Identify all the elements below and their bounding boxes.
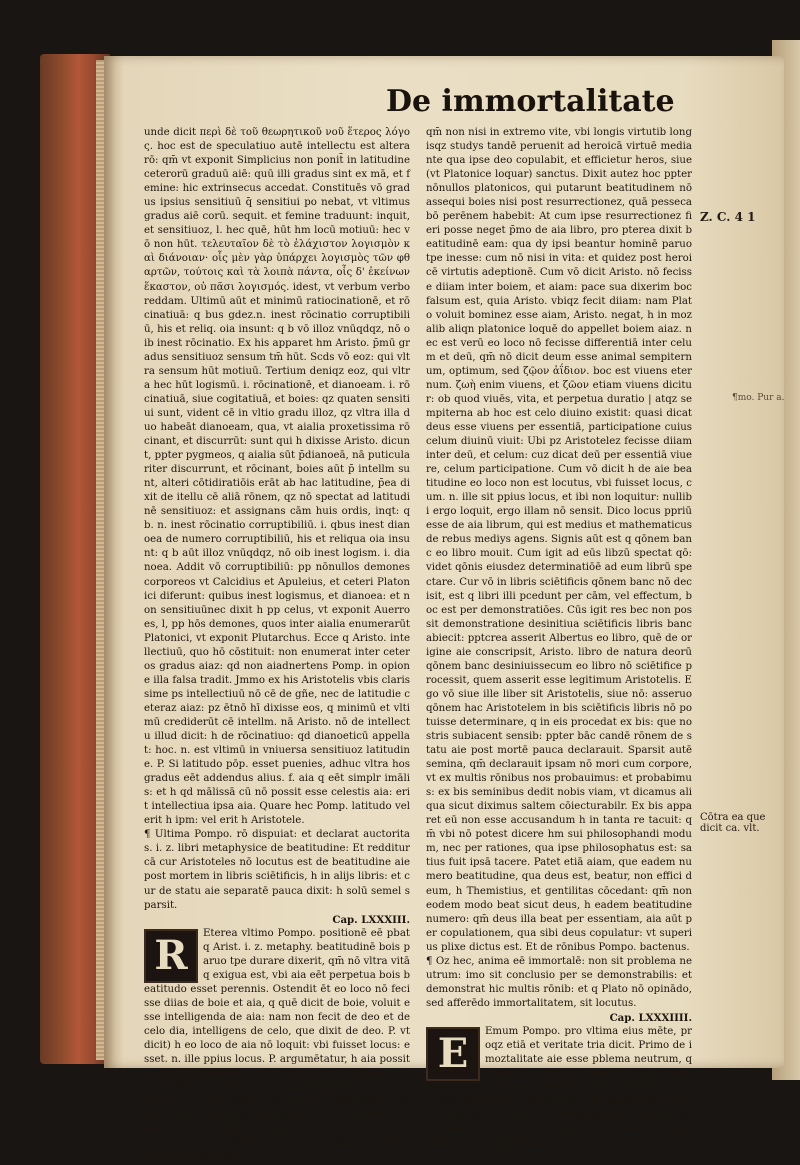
margin-faint-note: ¶mo. Pur a. <box>732 393 785 403</box>
margin-note-contra: Cōtra ea que dicit ca. vlt. <box>700 812 766 834</box>
right-paragraph-2: ¶ Oz hec, anima eē immortalē: non sit problema neutrum: imo sit conclusio per se demonstrabilis: et demonstrat hic multis rōnib: et q Plato nō opinādo, sed afferēdo immortalitatem, sit locutus. <box>426 955 692 1009</box>
left-paragraph-3-text: Eterea vltimo Pompo. positionē eē pbat q Arist. i. z. metaphy. beatitudinē bois paruo tpe durare dixerit, qm̄ nō vltra vitā q exigua est, vbi aia eēt perpetua bois beatitudo esset perennis. Ostendit ēt eo loco nō fecisse diias de boie et aia, q quē dicit de boie, voluit esse intelligenda de aia: nam non fecit de deo et de celo dia, intelligens de celo, que dixit de deo. P. vt dicit) h eo loco de aia nō loquit: vbi fuisset locus: esset. n. ille ppius locus. P. argumētatur, h aia possit ea beatitudie effici beata, qua deus est, efficeret deus. Demum in tanta re, cum nihil dixerit, esset accusandus. Sed h supius hec fuerunt perpulchre declarant: ēt h breuibus repetamus: p̄mo q Aristo. z. li. metaphysice loquit de boie, qui aia cōstat, et corpore, hunc. n. ea beatitudine, qua dy beant, asserit paruo tpe esse beatū <box>144 927 410 1164</box>
left-paragraph-1: unde dicit περὶ δὲ τοῦ θεωρητικοῦ νοῦ ἕτερος λόγος. hoc est de speculatiuo autē intellectu est altera rō: qm̄ vt exponit Simplicius non ponit̄ in latitudine ceterorū graduū aiē: quū illi gradus sint ex mā, et femine: hic extrinsecus accedat. Constituēs vō gradus ipsius sensitiuū q̄ sensitiui po nebat, vt vltimus gradus aiē corū. sequit. et femine traduunt: inquit, et sensitiuoz, l. hec quē, hūt hm locū motiuū: hec vō non hūt. τελευταῖον δὲ τὸ ἐλάχιστον λογισμὸν καὶ διάνοιαν· οἷς μὲν γὰρ ὑπάρχει λογισμὸς τῶν φθαρτῶν, τούτοις καὶ τὰ λοιπὰ πάντα, οἷς δ' ἐκείνων ἕκαστον, οὐ πᾶσι λογισμός. idest, vt verbum verbo reddam. Ultimū aūt et minimū ratiocinationē, et rōcinatiuā: q bus gdez.n. inest rōcinatio corruptibiliū, his et reliq. oia insunt: q b vō illoz vnūqdqz, nō oib inest rōcinatio. Ex his apparet hm Aristo. p̄mū gradus sensitiuoz sensum tm̄ hūt. Scds vō eoz: qui vltra sensum hūt motiuū. Tertium deniqz eoz, qui vltra hec hūt logismū. i. rōcinationē, et dianoeam. i. rōcinatiuā, siue cogitatiuā, et boies: qz quaten sensitiui sunt, vident cē in vltio gradu illoz, qz vltra illa duo habeāt dianoeam, qua, vt aialia proxetissima rōcinant, et discurrūt: sunt qui h dixisse Aristo. dicunt, ppter pygmeos, q aialia sūt p̄dianoeā, nā puticulariter discurrunt, et rōcinant, boies aūt p̄ intellm sunt, alteri cōtidiratiōis erāt ab hac latitudine, p̄ea dixit de itellu cē aliā rōnem, qz nō spectat ad latitudinē sensitiuoz: et assignans cām huis ordis, inqt: q b. n. inest rōcinatio corruptibiliū. i. qbus inest dianoea de numero corruptibiliū, his et reliqua oia insunt: q b aūt illoz vnūqdqz, nō oib inest logism. i. dianoea. Addit vō corruptibiliū: pp nōnullos demones corporeos vt Calcidius et Apuleius, et ceteri Platonici diferunt: quibus inest logismus, et dianoea: et non sensitiuūnec dixit h pp celus, vt exponit Auerroes, l, pp hōs demones, quos inter aialia enumerarūt Platonici, vt exponit Plutarchus. Ecce q Aristo. intellectiuū, quo hō cōstituit: non enumerat inter ceteros gradus aiaz: qd non aiadnertens Pomp. in opione illa falsa tradit. Jmmo ex his Aristotelis vbis clarissime ps intellectiuū nō cē de gñe, nec de latitudie ceteraz aiaz: pz ētnō hī dixisse eos, q minimū et vltimū crediderūt cē intellm. nā Aristo. nō de intellectu illud dicit: h de rōcinatiuo: qd dianoeticū appellat: hoc. n. est vltimū in vniuersa sensitiuoz latitudine. P. Si latitudo pōp. esset puenies, adhuc vltra hos gradus eēt addendus alius. f. aia q eēt simplr imālis: et h qd mālissā cū nō possit esse celestis aia: erit intellectiua ipsa aia. Quare hec Pomp. latitudo vel erit h ipm: vel erit h Aristotele. <box>144 127 411 827</box>
right-column <box>426 126 693 1150</box>
right-paragraph-3-text: Emum Pompo. pro vltima eius mēte, proqz etiā et veritate tria dicit. Primo de imoztalitate aie esse pblema neutrum, q vtraqz ex pte sint dialecticę rōnes. Scdo dicit de imoztalitate aie esse articulum fidei: ideo nō esse p̄obandum asserit, nisi per media credita: que fidei ppria sunt: alioquin nō pcederet nisi per extranea: et nō p ppria arti: qui illam probaret. Tertio dicit q h Plato tanta de <box>426 1026 693 1150</box>
decorated-initial-e: E <box>426 1027 480 1081</box>
left-paragraph-3 <box>144 927 410 1165</box>
left-chapter-label: Cap. LXXXIII. <box>332 913 410 926</box>
left-column <box>144 126 411 1164</box>
decorated-initial-r: R <box>144 929 198 983</box>
right-chapter-label: Cap. LXXXIIII. <box>609 1011 692 1024</box>
right-paragraph-1: qm̄ non nisi in extremo vite, vbi longis virtutib longisqz studys tandē peruenit ad heroicā virtuē mediante qua ipse deo copulabit, et efficietur heros, siue (vt Platonice loquar) sanctus. Dixit autez hoc ppter nōnullos platonicos, qui putarunt beatitudinem nō assequi boies nisi post resurrectionez, quā pesseca bō perēnem habebit: At cum ipse resurrectionez fieri posse neget p̄mo de aia libro, pro pterea dixit beatitudinē eam: qua dy ipsi beantur hominē paruo tpe inesse: cum nō nisi in vita: et quidez post heroicē virtutis adeptionē. Cum vō dicit Aristo. nō fecisse diiam inter boiem, et aiam: pace sua dixerim boc falsum est, quia Aristo. vbiqz fecit diiam: nam Plato voluit bominez esse aiam, Aristo. negat, h in mozalib aliqn platonice loquē do appellet boiem aiaz. nec est verū eo loco nō fecisse differentiā inter celum et deū, qm̄ nō dicit deum esse animal sempiternum, optimum, sed ζῷον ἀΐδιον. boc est viuens eternum. ζωὴ enim viuens, et ζῶον etiam viuens dicitur: ob quod viuēs, vita, et perpetua duratio | atqz sempiterna ab hoc est celo diuino existit: quasi dicat deus esse viuens per essentiā, participatione cuius celum diuinū viuit: Ubi pz Aristotelez fecisse diiam inter deū, et celum: cuz dicat deū per essentiā viuere, celum participatione. Cum vō dicit h de aie beatitudine eo loco non est locutus, vbi fuisset locus, cum. n. ille sit ppius locus, et ibi non loquitur: nullibi ergo loquit, ergo illam nō sensit. Dico locus ppriū esse de aia librum, qui est medius et mathematicus de rebus mediys agens. Signis aūt est q qōnem banc eo libro mouit. Cum igit ad eūs libzū spectat qō: videt qōnis eiusdez determinatiōē ad eum librū spectare. Cur vō in libris sciētificis qōnem banc nō decisit, est q libri illi pcedunt per cām, vel effectum, boc est per demonstratiōes. Cūs igit res bec non possit demonstratione desinitiua sciētificis libris banc abiecit: pptcrea asserit Albertus eo libro, quē de origine aie conscripsit, Aristo. libro de natura deorū qōnem banc desiniuissecum eo libro nō sciētifice processit, quem asserit esse legitimum Aristotelis. Ego vō siue ille liber sit Aristotelis, siue nō: asseruo qōnem hac Aristotelem in bis sciētificis libris nō potuisse determinare, q in eis procedat ex bis: que nostris subiacent sensib: ppter bāc candē rōnem de statu aie post mortē pauca declarauit. Sparsit autē semina, qm̄ declarauit ipsam nō mori cum corpore, vt ex multis rōnibus nos probauimus: et probabimus: ex bis seminibus dedit nobis viam, vt dicamus aliqua sicut diximus saltem cōiecturabilr. Ex bis apparet eū non esse accusandum h in tanta re tacuit: qm̄ vbi nō potest dicere hm sui philosophandi modum, nec per rationes, qua ipse philosophatus est: satius fuit ipsā tacere. Patet etiā aiam, que eadem numero beatitudine, qua deus est, beatur, non effici deum, h Themistius, et gentilitas cōcedant: qm̄ non eodem modo beat sicut deus, h eadem beatitudine numero: qm̄ deus illa beat per essentiam, aia aūt per copulationem, qua sibi deus copulatur: vt superius plixe dictus est. Et de rōnibus Pompo. bactenus. <box>426 127 692 953</box>
left-paragraph-2: ¶ Ultima Pompo. rō dispuiat: et declarat auctoritas. i. z. libri metaphysice de beatitudine: Et redditur cā cur Aristoteles nō locutus est de beatitudine aie post mortem in libris sciētificis, h in alijs libris: et cur de statu aie separatē pauca dixit: h solū semel sparsit. <box>144 829 410 911</box>
margin-reference: Z. C. 4 1 <box>700 210 756 224</box>
running-title: De immortalitate <box>386 84 675 119</box>
right-paragraph-3 <box>426 1025 692 1151</box>
